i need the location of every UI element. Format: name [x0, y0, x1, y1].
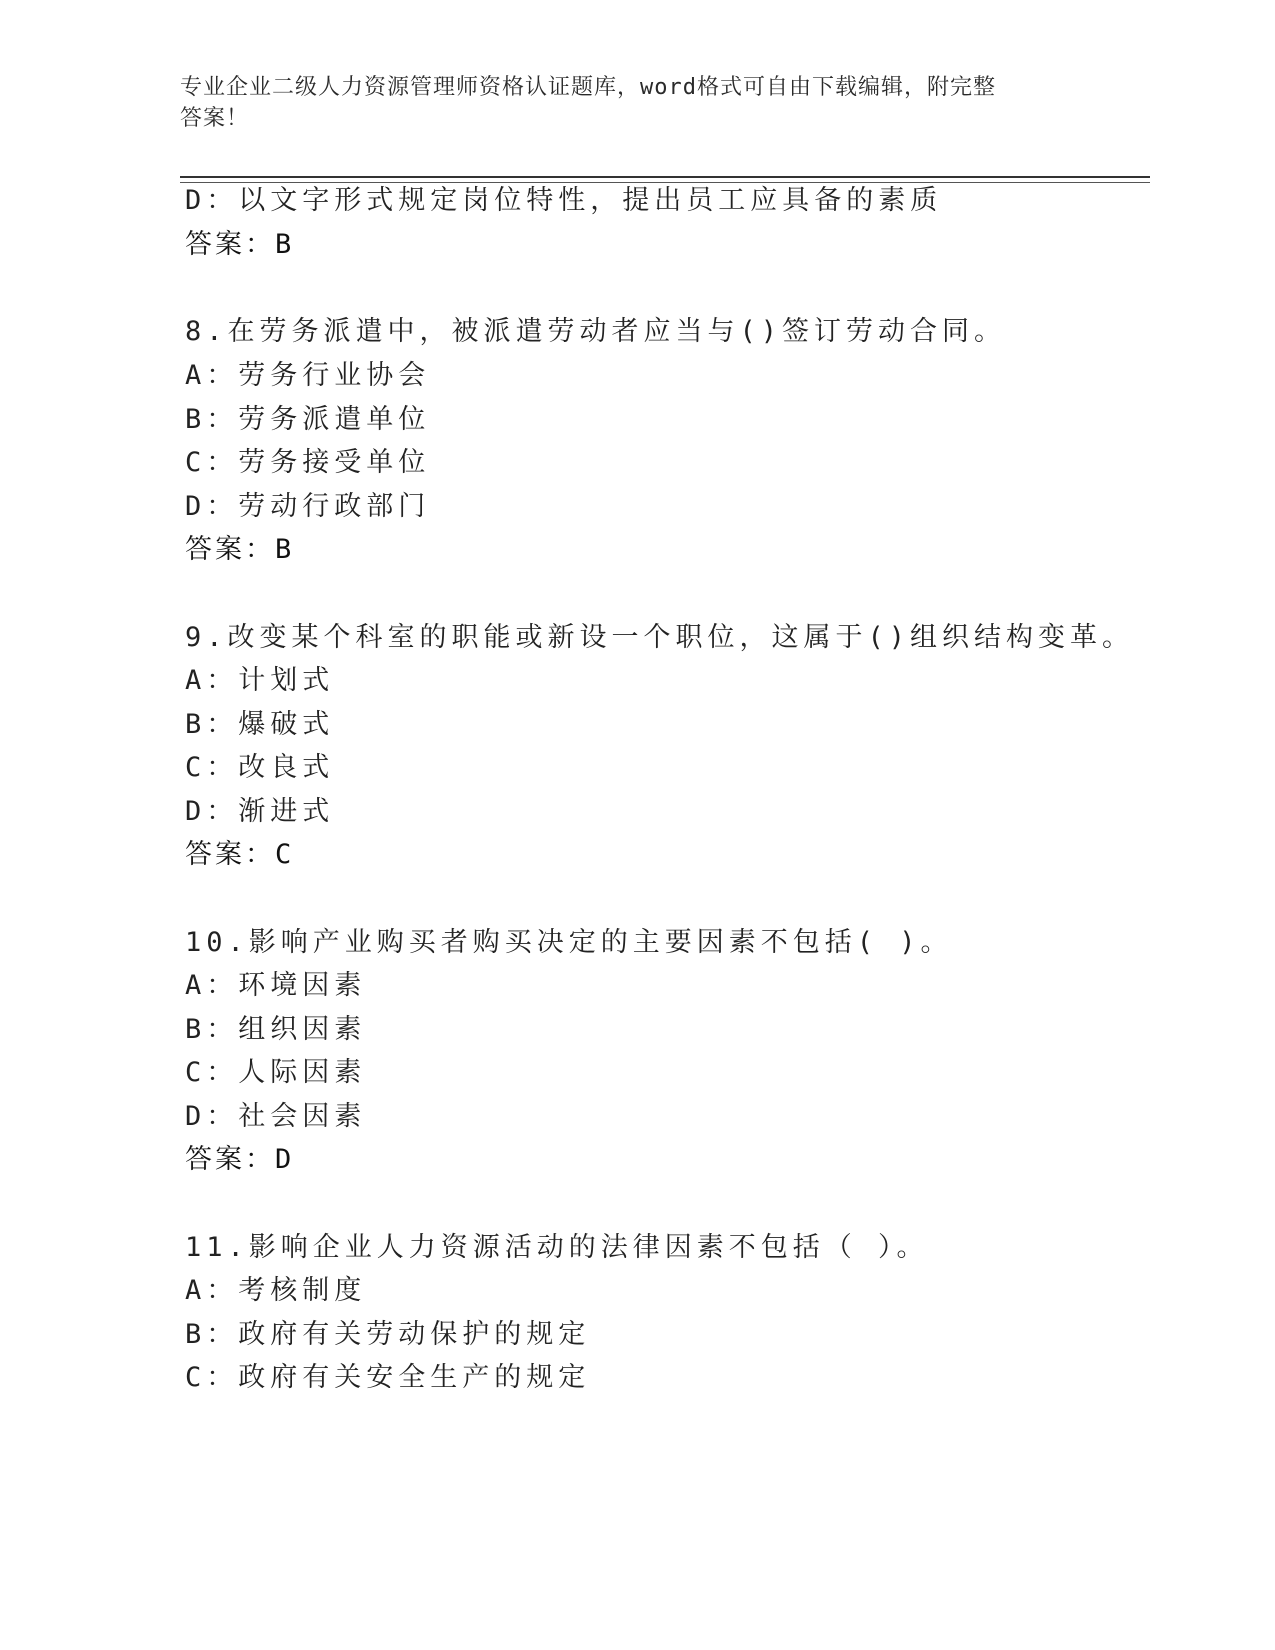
q11-stem: 11.影响企业人力资源活动的法律因素不包括（ ）。 [185, 1232, 929, 1263]
q8-option-c: C：劳务接受单位 [185, 447, 431, 478]
header-rule-thick [180, 176, 1150, 178]
page-header [180, 72, 1060, 134]
q8-answer: 答案：B [185, 534, 295, 565]
q11-option-a: A：考核制度 [185, 1275, 367, 1306]
q9-option-d: D：渐进式 [185, 796, 335, 827]
q7-answer: 答案：B [185, 229, 295, 260]
q9-option-b: B：爆破式 [185, 709, 335, 740]
q10-option-b: B：组织因素 [185, 1014, 367, 1045]
q8-option-d: D：劳动行政部门 [185, 491, 431, 522]
q8-stem: 8.在劳务派遣中，被派遣劳动者应当与()签订劳动合同。 [185, 316, 1007, 347]
q8-option-b: B：劳务派遣单位 [185, 404, 431, 435]
q10-stem: 10.影响产业购买者购买决定的主要因素不包括( )。 [185, 927, 953, 958]
q9-answer: 答案：C [185, 839, 295, 870]
q10-option-a: A：环境因素 [185, 970, 367, 1001]
q10-option-d: D：社会因素 [185, 1101, 367, 1132]
q10-option-c: C：人际因素 [185, 1057, 367, 1088]
q7-option-d: D：以文字形式规定岗位特性，提出员工应具备的素质 [185, 185, 943, 216]
q9-stem: 9.改变某个科室的职能或新设一个职位，这属于()组织结构变革。 [185, 622, 1135, 653]
q9-option-a: A：计划式 [185, 665, 335, 696]
q8-option-a: A：劳务行业协会 [185, 360, 431, 391]
header-line-2: 答案！ [180, 106, 250, 131]
header-line-1: 专业企业二级人力资源管理师资格认证题库，word格式可自由下载编辑，附完整 [180, 75, 996, 100]
q11-option-b: B：政府有关劳动保护的规定 [185, 1319, 591, 1350]
q9-option-c: C：改良式 [185, 752, 335, 783]
q10-answer: 答案：D [185, 1144, 295, 1175]
q11-option-c: C：政府有关安全生产的规定 [185, 1362, 591, 1393]
